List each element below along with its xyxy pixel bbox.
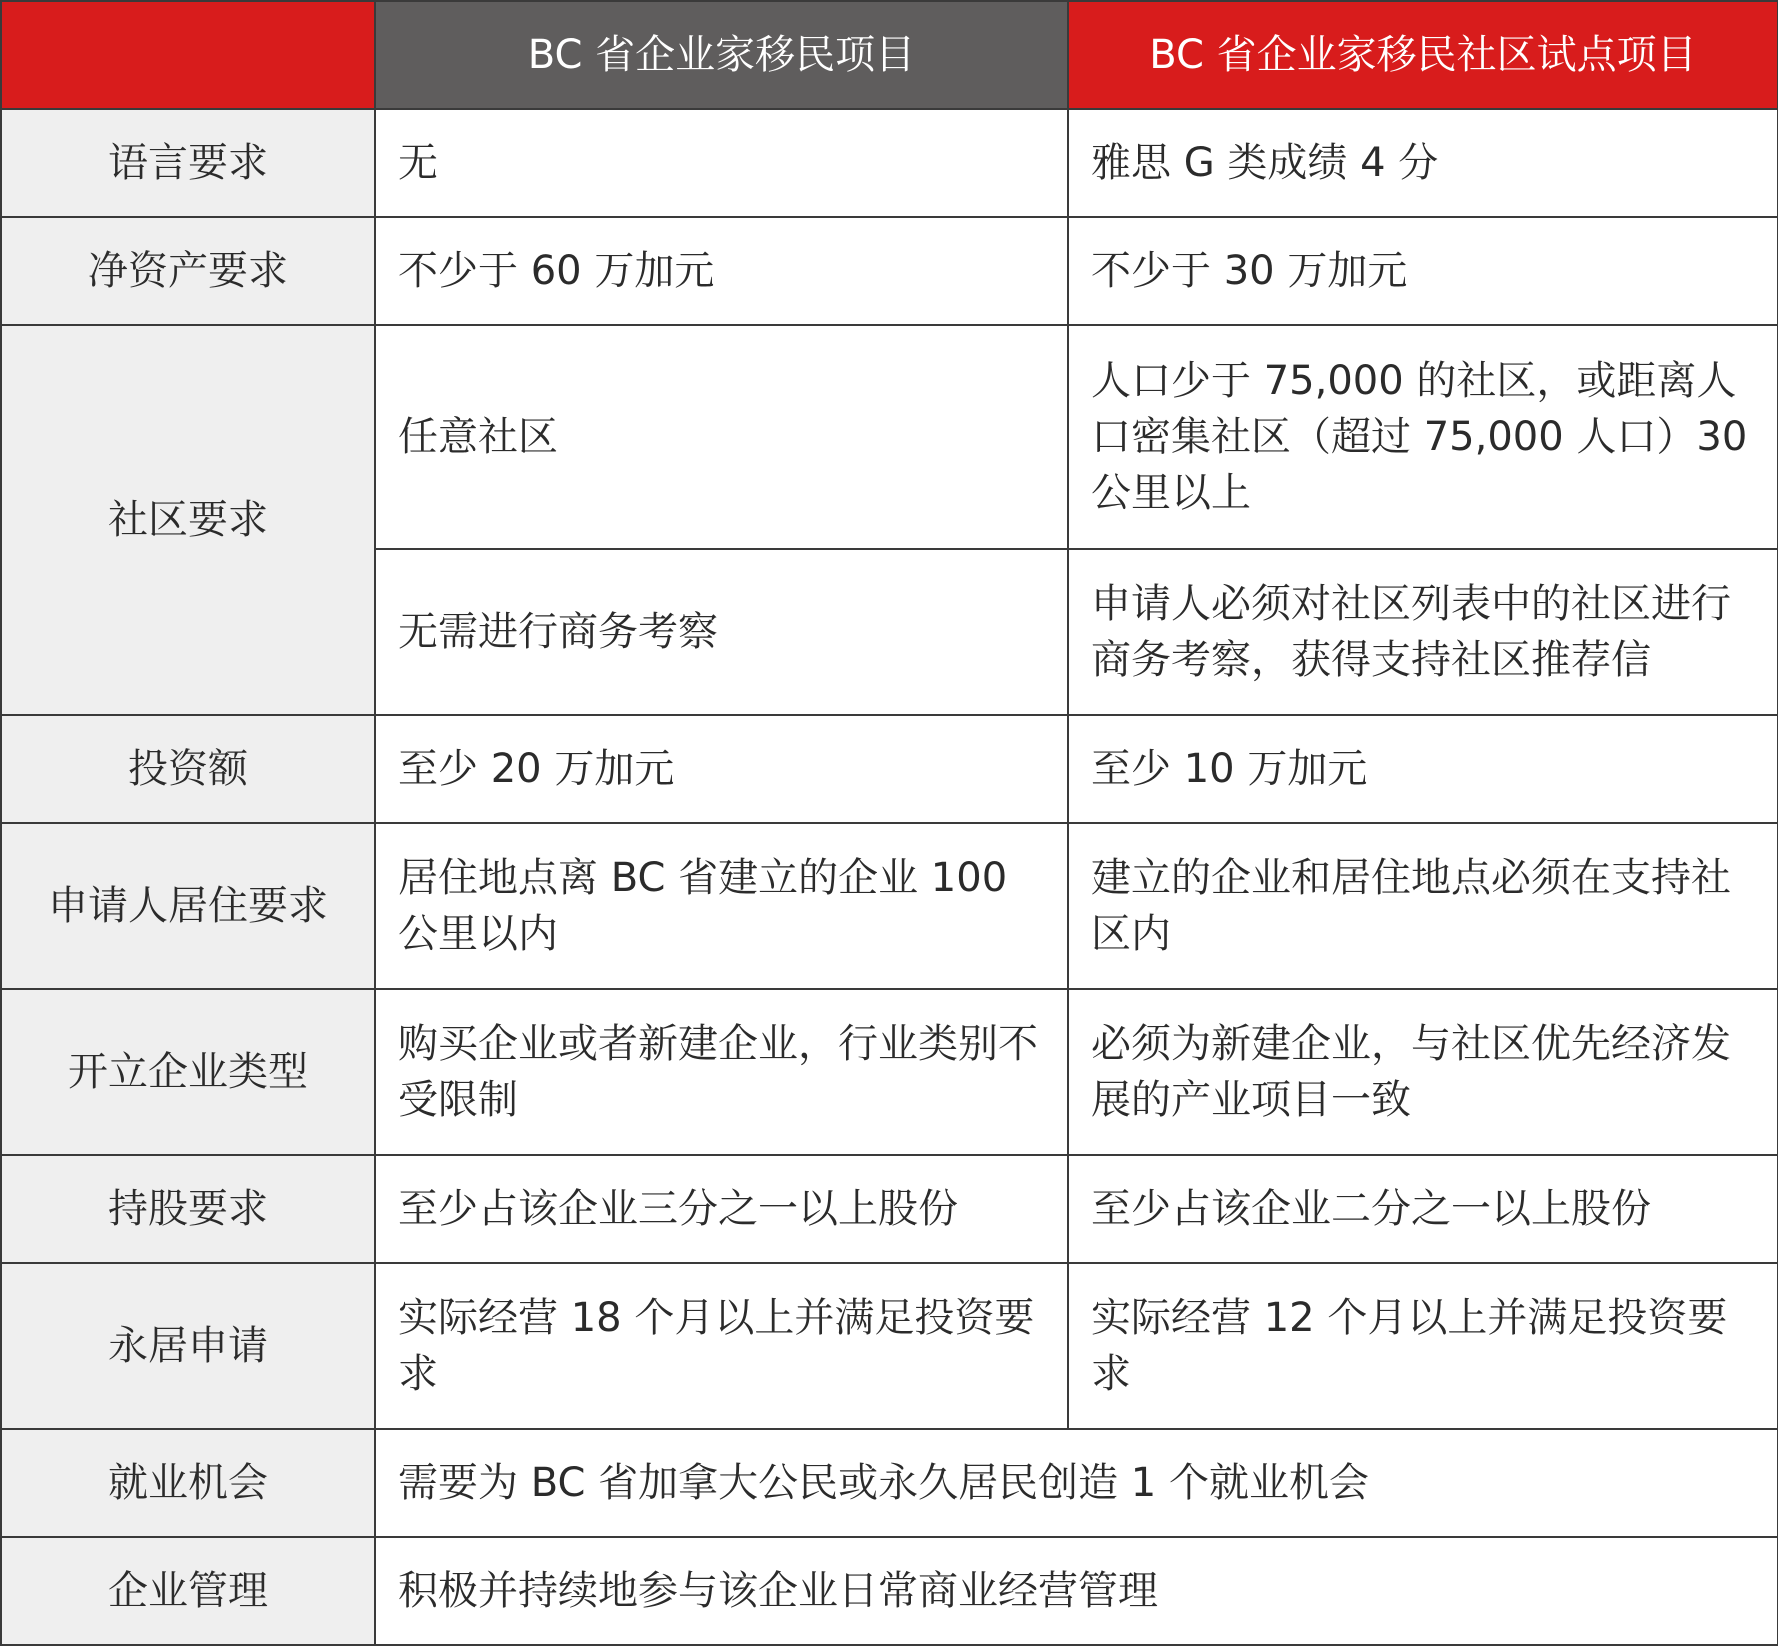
cell-net-assets-a: 不少于 60 万加元 [375,217,1068,325]
cell-community-b1: 人口少于 75,000 的社区，或距离人口密集社区（超过 75,000 人口）30 公里以上 [1068,325,1778,549]
cell-ownership-a: 至少占该企业三分之一以上股份 [375,1155,1068,1263]
cell-management-both: 积极并持续地参与该企业日常商业经营管理 [375,1537,1778,1645]
row-language [1,109,1778,217]
cell-community-a2: 无需进行商务考察 [375,549,1068,715]
row-employment [1,1429,1778,1537]
header-bc-entrepreneur: BC 省企业家移民项目 [375,1,1068,109]
header-corner-cell [1,1,375,109]
cell-pr-application-a: 实际经营 18 个月以上并满足投资要求 [375,1263,1068,1429]
row-label-employment: 就业机会 [1,1429,375,1537]
cell-community-b2: 申请人必须对社区列表中的社区进行商务考察，获得支持社区推荐信 [1068,549,1778,715]
cell-language-b: 雅思 G 类成绩 4 分 [1068,109,1778,217]
cell-residence-a: 居住地点离 BC 省建立的企业 100 公里以内 [375,823,1068,989]
row-label-pr-application: 永居申请 [1,1263,375,1429]
cell-language-a: 无 [375,109,1068,217]
row-label-language: 语言要求 [1,109,375,217]
cell-business-type-b: 必须为新建企业，与社区优先经济发展的产业项目一致 [1068,989,1778,1155]
row-label-ownership: 持股要求 [1,1155,375,1263]
row-business-type [1,989,1778,1155]
row-label-residence: 申请人居住要求 [1,823,375,989]
cell-ownership-b: 至少占该企业二分之一以上股份 [1068,1155,1778,1263]
header-bc-regional-pilot: BC 省企业家移民社区试点项目 [1068,1,1778,109]
row-investment [1,715,1778,823]
cell-community-a1: 任意社区 [375,325,1068,549]
cell-business-type-a: 购买企业或者新建企业，行业类别不受限制 [375,989,1068,1155]
row-pr-application [1,1263,1778,1429]
row-label-management: 企业管理 [1,1537,375,1645]
row-label-net-assets: 净资产要求 [1,217,375,325]
row-ownership [1,1155,1778,1263]
cell-employment-both: 需要为 BC 省加拿大公民或永久居民创造 1 个就业机会 [375,1429,1778,1537]
row-label-business-type: 开立企业类型 [1,989,375,1155]
cell-pr-application-b: 实际经营 12 个月以上并满足投资要求 [1068,1263,1778,1429]
row-community-1 [1,325,1778,549]
cell-net-assets-b: 不少于 30 万加元 [1068,217,1778,325]
cell-investment-a: 至少 20 万加元 [375,715,1068,823]
header-row [1,1,1778,109]
row-label-investment: 投资额 [1,715,375,823]
row-residence [1,823,1778,989]
row-management [1,1537,1778,1645]
row-net-assets [1,217,1778,325]
cell-residence-b: 建立的企业和居住地点必须在支持社区内 [1068,823,1778,989]
row-label-community: 社区要求 [1,325,375,715]
cell-investment-b: 至少 10 万加元 [1068,715,1778,823]
